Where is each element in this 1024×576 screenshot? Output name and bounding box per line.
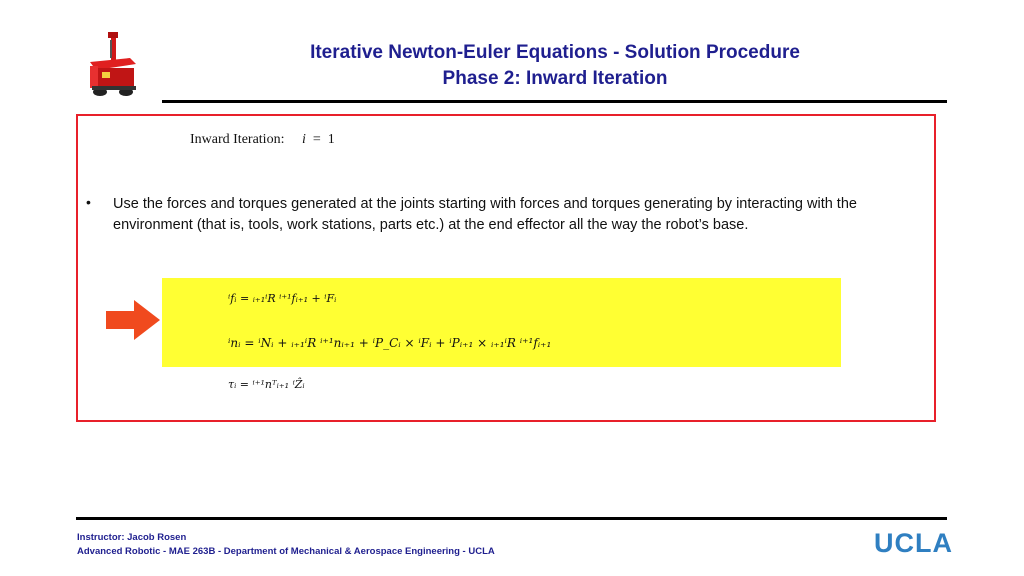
footer-department: Department of Mechanical & Aerospace Engineering - UCLA: [223, 546, 495, 557]
joint-torque-equation: τᵢ = ⁱ⁺¹nᵀᵢ₊₁ ⁱẐᵢ: [228, 378, 305, 391]
robot-icon: [80, 28, 140, 98]
ucla-logo: UCLA: [874, 528, 953, 558]
footer-instructor: Instructor: Jacob Rosen: [77, 532, 187, 543]
footer-course-name: Advanced Robotic - MAE 263B: [77, 546, 216, 557]
title-line-2: Phase 2: Inward Iteration: [442, 68, 668, 89]
title-line-1: Iterative Newton-Euler Equations - Solution Procedure: [310, 42, 800, 63]
torque-equation: ⁱnᵢ = ⁱNᵢ + ᵢ₊₁ⁱR ⁱ⁺¹nᵢ₊₁ + ⁱP_Cᵢ × ⁱFᵢ + ⁱPᵢ₊₁ × ᵢ₊₁ⁱR ⁱ⁺¹fᵢ₊₁: [228, 336, 552, 350]
right-arrow-icon: [106, 300, 162, 340]
footer-course: [77, 546, 495, 557]
force-equation: ⁱfᵢ = ᵢ₊₁ⁱR ⁱ⁺¹fᵢ₊₁ + ⁱFᵢ: [228, 292, 337, 305]
page-title: [250, 40, 860, 92]
inward-equation: [302, 132, 335, 147]
content-frame: [76, 114, 936, 422]
inward-label: Inward Iteration:: [190, 132, 285, 147]
header-divider: [162, 100, 947, 103]
inward-equals: =: [312, 132, 321, 147]
footer-divider: [76, 517, 947, 520]
inward-var: i: [301, 132, 306, 147]
bullet-text: Use the forces and torques generated at the joints starting with forces and torques generating by interacting with the environment (that is, tools, work stations, parts etc.) at the end effector all the way the robot’s base.: [113, 196, 857, 233]
footer-separator: -: [215, 546, 224, 557]
inward-value: 1: [327, 132, 335, 147]
bullet-marker: •: [86, 194, 91, 210]
inward-iteration-line: [190, 132, 335, 148]
